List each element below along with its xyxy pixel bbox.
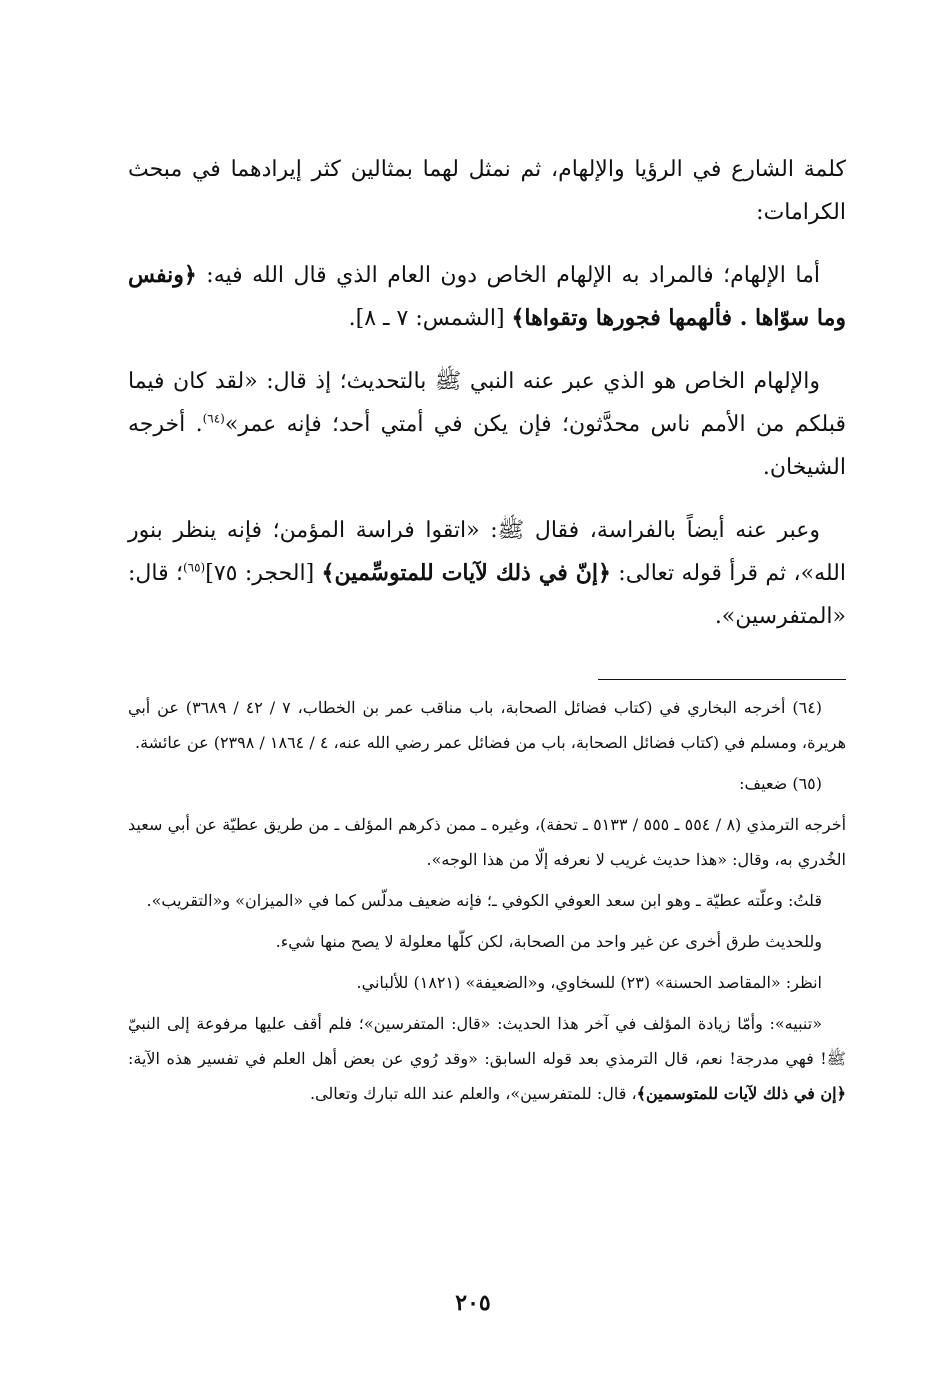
footnote-65-note-end: ، قال: للمتفرسين»، والعلم عند الله تبارك وتعالى. [309,1084,637,1103]
footnote-marker-64[interactable]: (٦٤) [202,411,225,426]
paragraph-3 [128,360,846,489]
paragraph-2-text: أما الإلهام؛ فالمراد به الإلهام الخاص دون العام الذي قال الله فيه: [206,263,820,288]
footnote-65-note-text: «تنبيه»: وأمّا زيادة المؤلف في آخر هذا الحديث: «قال: المتفرسين»؛ فلم أقف عليها مرفوعة إلى النبيّ ﷺ! فهي مدرجة! نعم، قال الترمذي بعد قوله السابق: «وقد رُوي عن بعض أهل العلم في تفسير هذه الآية: [128,1014,846,1068]
quran-verse: ﴿إنّ في ذلك لآيات للمتوسِّمين﴾ [321,560,611,586]
footnote-quran-verse: ﴿إن في ذلك لآيات للمتوسمين﴾ [636,1084,846,1103]
footnote-65-text-4: انظر: «المقاصد الحسنة» (٢٣) للسخاوي، و«الضعيفة» (١٨٢١) للألباني. [356,973,822,992]
paragraph-4-text: وعبر عنه أيضاً بالفراسة، فقال ﷺ: «اتقوا فراسة المؤمن؛ فإنه ينظر بنور الله»، ثم قرأ قوله تعالى: [128,518,846,586]
paragraph-4 [128,509,846,638]
footnote-65-line-4 [128,965,846,1000]
verse-reference: [الحجر: ٧٥] [205,561,315,586]
main-text [128,148,846,658]
footnotes [128,690,846,1117]
paragraph-3-end: . أخرجه الشيخان. [128,412,846,480]
footnote-65-line-1 [128,807,846,877]
footnote-64 [128,690,846,760]
footnote-65-label: (٦٥) ضعيف: [739,774,822,793]
footnote-65-heading [128,766,846,801]
footnote-65-text-2: قلتُ: وعلّته عطيّة ـ وهو ابن سعد العوفي الكوفي ـ؛ فإنه ضعيف مدلّس كما في «الميزان» و«التقريب». [146,891,822,910]
footnote-64-text: (٦٤) أخرجه البخاري في (كتاب فضائل الصحابة، باب مناقب عمر بن الخطاب، ٧ / ٤٢ / ٣٦٨٩) عن أبي هريرة، ومسلم في (كتاب فضائل الصحابة، باب من فضائل عمر رضي الله عنه، ٤ / ١٨٦٤ / ٢٣٩٨) عن عائشة. [128,698,846,752]
paragraph-2 [128,254,846,340]
paragraph-1-text: كلمة الشارع في الرؤيا والإلهام، ثم نمثل لهما بمثالين كثر إيرادهما في مبحث الكرامات: [128,157,846,225]
footnote-65-note [128,1006,846,1111]
footnote-65-line-3 [128,924,846,959]
footnote-65-line-2 [128,883,846,918]
footnote-marker-65[interactable]: (٦٥) [182,560,206,575]
paragraph-1 [128,148,846,234]
paragraph-4-end: ؛ قال: «المتفرسين». [128,561,846,629]
page-number: ٢٠٥ [455,1290,491,1316]
quran-verse: ﴿ونفس وما سوّاها . فألهمها فجورها وتقواها﴾ [128,262,846,331]
footnote-65-text-1: أخرجه الترمذي (٨ / ٥٥٤ ـ ٥٥٥ / ٥١٣٣ ـ تحفة)، وغيره ـ ممن ذكرهم المؤلف ـ من طريق عطيّة عن أبي سعيد الخُدري به، وقال: «هذا حديث غريب لا نعرفه إلّا من هذا الوجه». [128,815,847,869]
verse-reference: [الشمس: ٧ ـ ٨]. [348,306,505,331]
footnote-65-text-3: وللحديث طرق أخرى عن غير واحد من الصحابة، لكن كلّها معلولة لا يصح منها شيء. [275,932,822,951]
footnote-divider [598,679,846,680]
paragraph-3-text: والإلهام الخاص هو الذي عبر عنه النبي ﷺ بالتحديث؛ إذ قال: «لقد كان فيما قبلكم من الأمم ناس محدَّثون؛ فإن يكن في أمتي أحد؛ فإنه عمر» [128,369,846,437]
